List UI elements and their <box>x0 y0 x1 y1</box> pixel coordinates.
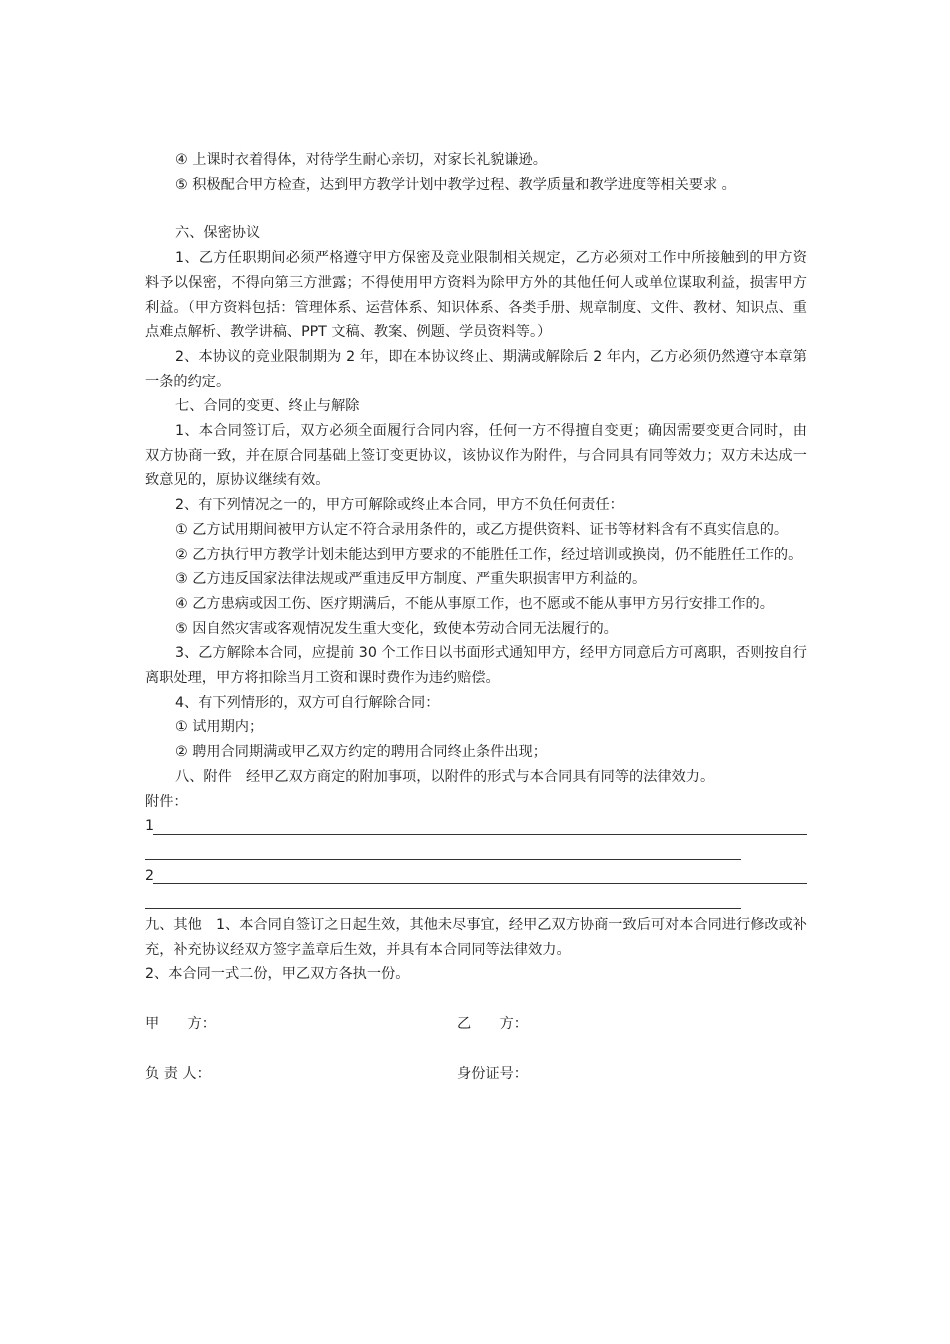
id-number-label: 身份证号： <box>457 1065 528 1082</box>
responsible-person-label: 负 责 人： <box>145 1065 211 1082</box>
attachment-label: 附件： <box>145 793 188 810</box>
attachment-blank-2-cont <box>145 888 807 913</box>
attachment-number: 1 <box>145 818 155 835</box>
spacer <box>145 197 807 221</box>
underline <box>153 834 807 835</box>
underline <box>145 859 741 860</box>
contract-body <box>145 148 807 1087</box>
underline <box>145 908 741 909</box>
party-b-label: 乙 方： <box>457 1016 528 1033</box>
spacer <box>145 1037 807 1062</box>
section7-clause4-item: ① 试用期内； <box>175 719 264 736</box>
section6-clause1: 1、乙方任职期间必须严格遵守甲方保密及竞业限制相关规定，乙方必须对工作中所接触到的甲方资料予以保密，不得向第三方泄露；不得使用甲方资料为除甲方外的其他任何人或单位谋取利益，损害甲方利益。（甲方资料包括：管理体系、运营体系、知识体系、各类手册、规章制度、文件、教材、知识点、重点难点解析、教学讲稿、PPT 文稿、教案、例题、学员资料等。） <box>145 250 807 341</box>
attachment-blank-1-cont <box>145 839 807 864</box>
party-a-label: 甲 方： <box>145 1016 216 1033</box>
section5-item5: ⑤ 积极配合甲方检查，达到甲方教学计划中教学过程、教学质量和教学进度等相关要求 。 <box>175 176 736 193</box>
section5-item4: ④ 上课时衣着得体，对待学生耐心亲切，对家长礼貌谦逊。 <box>175 152 547 168</box>
section7-clause2-item: ⑤ 因自然灾害或客观情况发生重大变化，致使本劳动合同无法履行的。 <box>175 620 618 637</box>
section7-clause1: 1、本合同签订后，双方必须全面履行合同内容，任何一方不得擅自变更；确因需要变更合同时，由双方协商一致，并在原合同基础上签订变更协议，该协议作为附件，与合同具有同等效力；双方未达成一致意见的，原协议继续有效。 <box>145 423 807 489</box>
section6-clause2: 2、本协议的竞业限制期为 2 年，即在本协议终止、期满或解除后 2 年内，乙方必须仍然遵守本章第一条的约定。 <box>145 348 807 390</box>
section7-clause2-item: ② 乙方执行甲方教学计划未能达到甲方要求的不能胜任工作，经过培训或换岗，仍不能胜任工作的。 <box>175 546 803 563</box>
section6-heading: 六、保密协议 <box>175 225 261 242</box>
section7-clause3: 3、乙方解除本合同，应提前 30 个工作日以书面形式通知甲方，经甲方同意后方可离职，否则按自行离职处理，甲方将扣除当月工资和课时费作为违约赔偿。 <box>145 645 807 687</box>
section7-clause2-item: ④ 乙方患病或因工伤、医疗期满后，不能从事原工作，也不愿或不能从事甲方另行安排工作的。 <box>175 595 774 612</box>
section7-clause4: 4、有下列情形的，双方可自行解除合同： <box>175 694 440 711</box>
section7-clause2-item: ③ 乙方违反国家法律法规或严重违反甲方制度、严重失职损害甲方利益的。 <box>175 571 647 588</box>
signature-row-1 <box>145 1012 807 1037</box>
section8-heading: 八、附件 经甲乙双方商定的附加事项，以附件的形式与本合同具有同等的法律效力。 <box>175 768 715 785</box>
section9-line1: 九、其他 1、本合同自签订之日起生效，其他未尽事宜，经甲乙双方协商一致后可对本合同进行修改或补充，补充协议经双方签字盖章后生效，并具有本合同同等法律效力。 <box>145 917 807 958</box>
signature-row-2 <box>145 1062 807 1087</box>
underline <box>153 883 807 884</box>
attachment-blank-1 <box>145 814 807 839</box>
section7-clause2-item: ① 乙方试用期间被甲方认定不符合录用条件的，或乙方提供资料、证书等材料含有不真实信息的。 <box>175 521 789 538</box>
section7-clause4-item: ② 聘用合同期满或甲乙双方约定的聘用合同终止条件出现； <box>175 744 547 761</box>
section9-line2: 2、本合同一式二份，甲乙双方各执一份。 <box>145 966 410 983</box>
section7-heading: 七、合同的变更、终止与解除 <box>175 398 360 415</box>
attachment-number: 2 <box>145 867 155 884</box>
section7-clause2: 2、有下列情况之一的，甲方可解除或终止本合同，甲方不负任何责任： <box>175 497 624 514</box>
spacer <box>145 987 807 1012</box>
attachment-blank-2 <box>145 864 807 889</box>
